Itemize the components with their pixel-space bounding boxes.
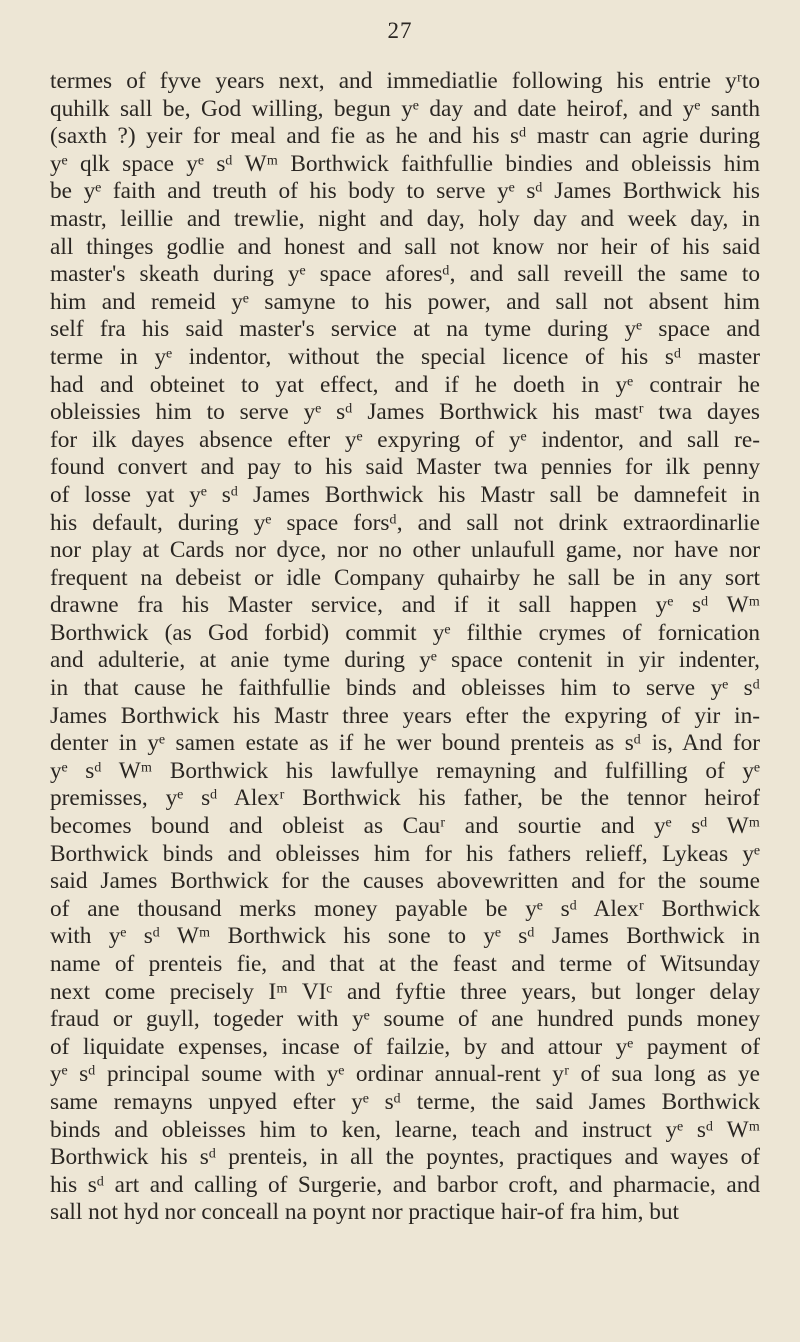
text-line: sall not hyd nor conceall na poynt nor practique hair-of fra him, but [50,1199,680,1226]
text-line: for ilk dayes absence efter yᵉ expyring of yᵉ indentor, and sall re- [50,426,760,453]
text-line: denter in yᵉ samen estate as if he wer bound prenteis as sᵈ is, And for [50,730,760,757]
text-line: said James Borthwick for the causes abovewritten and for the soume [50,868,760,895]
text-line: all thinges godlie and honest and sall not know nor heir of his said [50,233,760,260]
text-line: and adulterie, at anie tyme during yᵉ space contenit in yir indenter, [50,647,760,674]
text-line: obleissies him to serve yᵉ sᵈ James Borthwick his mastʳ twa dayes [50,399,760,426]
text-line: (saxth ?) yeir for meal and fie as he and his sᵈ mastr can agrie during [50,123,760,150]
text-line: James Borthwick his Mastr three years efter the expyring of yir in- [50,702,760,729]
text-line: premisses, yᵉ sᵈ Alexʳ Borthwick his father, be the tennor heirof [50,785,760,812]
text-line: found convert and pay to his said Master twa pennies for ilk penny [50,454,760,481]
text-line: quhilk sall be, God willing, begun yᵉ day and date heirof, and yᵉ santh [50,95,760,122]
text-line: drawne fra his Master service, and if it sall happen yᵉ sᵈ Wᵐ [50,592,760,619]
text-line: in that cause he faithfullie binds and obleisses him to serve yᵉ sᵈ [50,675,760,702]
text-line: mastr, leillie and trewlie, night and day, holy day and week day, in [50,205,760,232]
text-line: next come precisely Iᵐ VIᶜ and fyftie three years, but longer delay [50,978,760,1005]
text-line: nor play at Cards nor dyce, nor no other unlaufull game, nor have nor [50,537,760,564]
text-line: him and remeid yᵉ samyne to his power, and sall not absent him [50,288,760,315]
text-line: self fra his said master's service at na tyme during yᵉ space and [50,316,760,343]
text-line: of ane thousand merks money payable be yᵉ sᵈ Alexʳ Borthwick [50,895,760,922]
text-line: Borthwick binds and obleisses him for his fathers relieff, Lykeas yᵉ [50,840,760,867]
text-line: fraud or guyll, togeder with yᵉ soume of ane hundred punds money [50,1006,760,1033]
text-line: frequent na debeist or idle Company quhairby he sall be in any sort [50,564,760,591]
text-line: yᵉ sᵈ Wᵐ Borthwick his lawfullye remayning and fulfilling of yᵉ [50,757,760,784]
text-line: master's skeath during yᵉ space aforesᵈ, and sall reveill the same to [50,261,760,288]
text-line: had and obteinet to yat effect, and if he doeth in yᵉ contrair he [50,371,760,398]
text-line: name of prenteis fie, and that at the feast and terme of Witsunday [50,951,760,977]
text-line: same remayns unpyed efter yᵉ sᵈ terme, the said James Borthwick [50,1088,760,1115]
text-line: his default, during yᵉ space forsᵈ, and sall not drink extraordinarlie [50,509,760,536]
text-line: becomes bound and obleist as Cauʳ and sourtie and yᵉ sᵈ Wᵐ [50,813,760,840]
text-line: of losse yat yᵉ sᵈ James Borthwick his Mastr sall be damnefeit in [50,481,760,508]
text-line: of liquidate expenses, incase of failzie, by and attour yᵉ payment of [50,1033,760,1060]
text-line: termes of fyve years next, and immediatlie following his entrie yʳto [50,68,760,94]
text-line: with yᵉ sᵈ Wᵐ Borthwick his sone to yᵉ sᵈ James Borthwick in [50,923,760,950]
page-number: 27 [387,18,413,43]
text-line: Borthwick his sᵈ prenteis, in all the poyntes, practiques and wayes of [50,1144,760,1171]
text-line: Borthwick (as God forbid) commit yᵉ filthie crymes of fornication [50,619,760,646]
text-line: his sᵈ art and calling of Surgerie, and barbor croft, and pharmacie, and [50,1171,760,1198]
text-line: terme in yᵉ indentor, without the special licence of his sᵈ master [50,343,760,370]
text-line: yᵉ qlk space yᵉ sᵈ Wᵐ Borthwick faithfullie bindies and obleissis him [50,150,760,177]
text-line: binds and obleisses him to ken, learne, teach and instruct yᵉ sᵈ Wᵐ [50,1116,760,1143]
text-line: yᵉ sᵈ principal soume with yᵉ ordinar annual-rent yʳ of sua long as ye [50,1061,760,1088]
body-text [50,68,760,1227]
text-line: be yᵉ faith and treuth of his body to serve yᵉ sᵈ James Borthwick his [50,178,760,205]
